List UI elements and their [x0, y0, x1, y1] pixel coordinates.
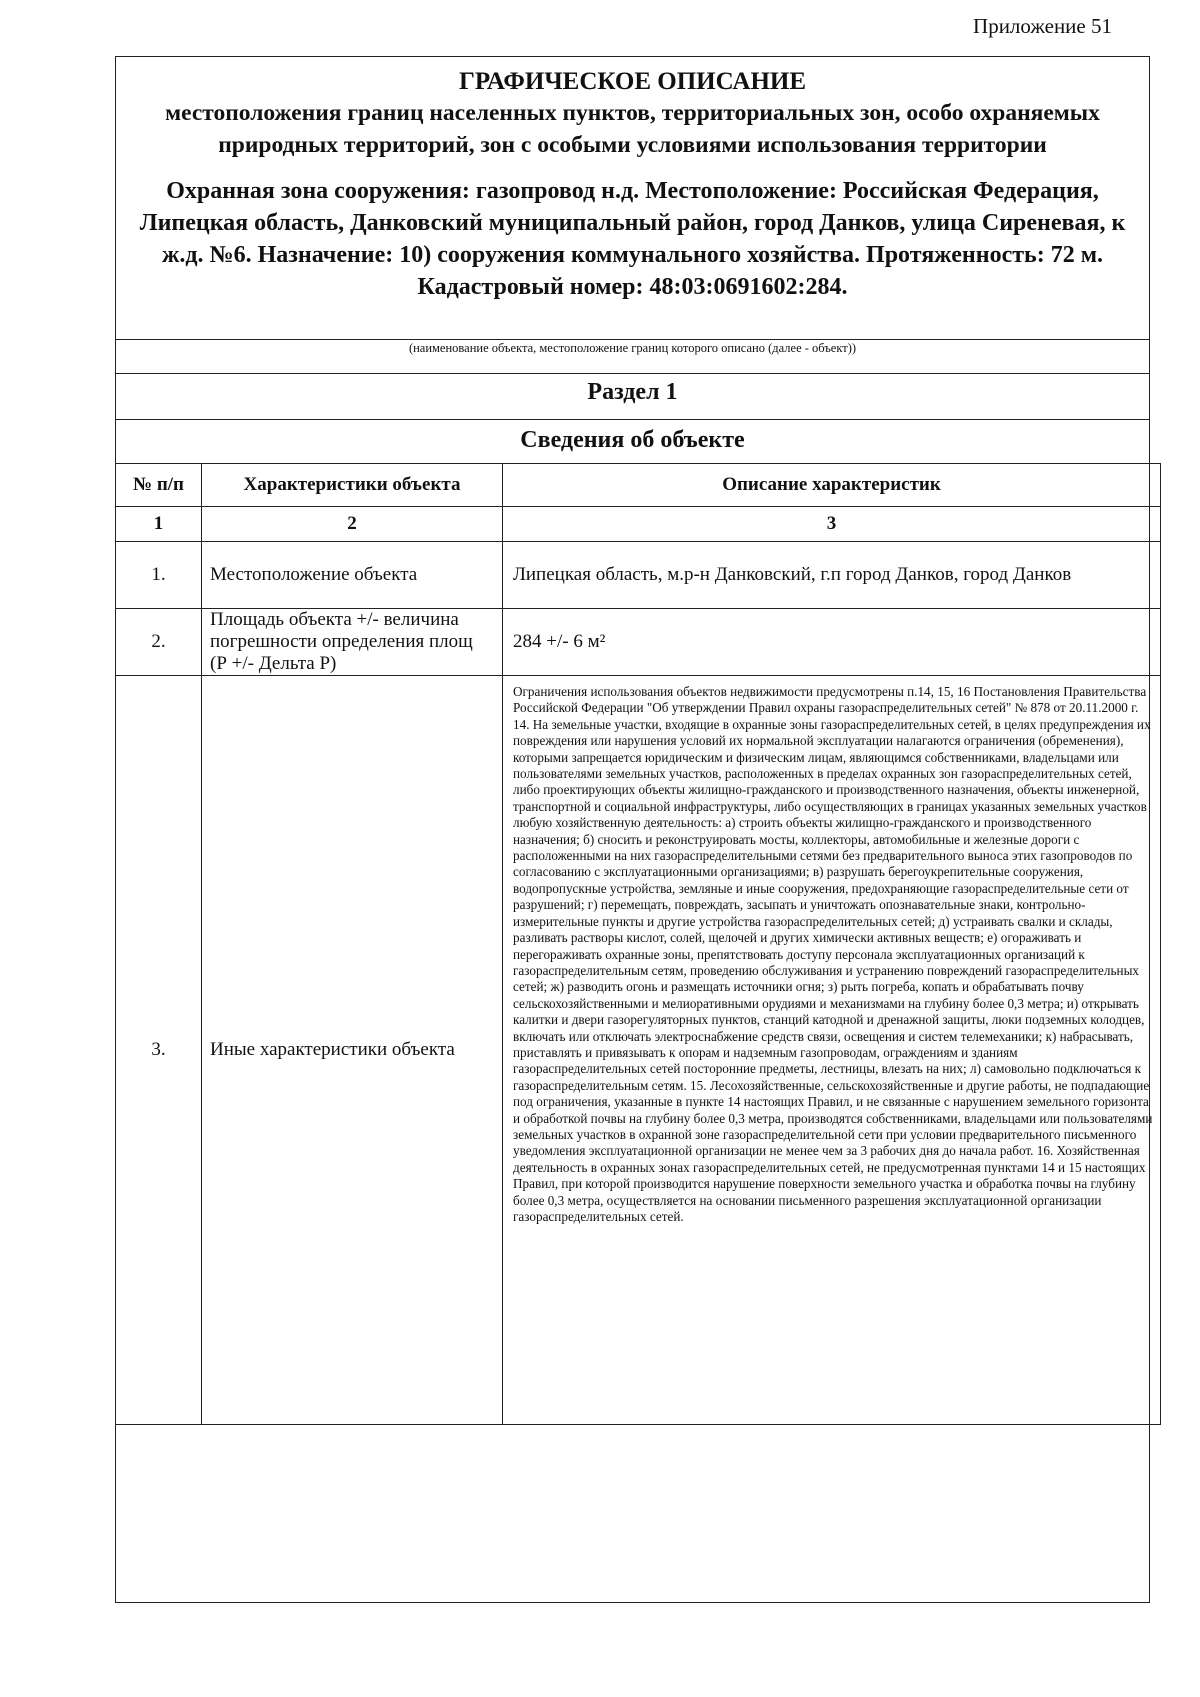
row-description: 284 +/- 6 м² [503, 609, 1161, 676]
column-header: Характеристики объекта [202, 464, 503, 507]
appendix-label: Приложение 51 [973, 14, 1112, 38]
table-header-row [116, 464, 1161, 507]
column-header: № п/п [116, 464, 202, 507]
section-label: Раздел 1 [587, 379, 678, 405]
row-characteristic [202, 609, 503, 676]
row-number: 3. [116, 676, 202, 1425]
row-description: Липецкая область, м.р-н Данковский, г.п город Данков, город Данков [503, 542, 1161, 609]
divider [116, 419, 1149, 420]
table-row [116, 609, 1161, 676]
characteristic-line: (Р +/- Дельта Р) [210, 653, 337, 674]
document-subtitle: местоположения границ населенных пунктов, территориальных зон, особо охраняемых природных территорий, зон с особыми условиями использования территории [165, 100, 1100, 158]
table-row [116, 676, 1161, 1425]
characteristics-table [115, 463, 1161, 1425]
section-heading: Сведения об объекте [520, 427, 745, 453]
object-name: Охранная зона сооружения: газопровод н.д. Местоположение: Российская Федерация, Липецкая область, Данковский муниципальный район, город Данков, улица Сиреневая, к ж.д. №6. Назначение: 10) сооружения коммунального хозяйства. Протяженность: 72 м. Кадастровый номер: 48:03:0691602:284. [139, 178, 1126, 300]
column-number-row [116, 507, 1161, 542]
divider [116, 339, 1149, 340]
row-characteristic: Иные характеристики объекта [202, 676, 503, 1425]
document-frame [115, 56, 1153, 1603]
object-caption: (наименование объекта, местоположение границ которого описано (далее - объект)) [408, 341, 857, 355]
column-header: Описание характеристик [503, 464, 1161, 507]
divider [116, 373, 1149, 374]
document-title: ГРАФИЧЕСКОЕ ОПИСАНИЕ [458, 68, 807, 95]
row-number: 1. [116, 542, 202, 609]
row-number: 2. [116, 609, 202, 676]
column-number: 2 [202, 507, 503, 542]
document-header [116, 57, 1149, 339]
characteristic-line: Площадь объекта +/- величина [210, 609, 459, 630]
column-number: 1 [116, 507, 202, 542]
characteristic-line: погрешности определения площ [210, 631, 473, 652]
row-description: Ограничения использования объектов недвижимости предусмотрены п.14, 15, 16 Постановления Правительства Российской Федерации "Об утверждении Правил охраны газораспределительных сетей" № 878 от 20.11.2000 г. 14. На земельные участки, входящие в охранные зоны газораспределительных сетей, в целях предупреждения их повреждения или нарушения условий их нормальной эксплуатации налагаются ограничения (обременения), которыми запрещается юридическим и физическим лицам, являющимся собственниками, владельцами или пользователями земельных участков, расположенных в пределах охранных зон газораспределительных сетей, либо проектирующих объекты жилищно-гражданского и производственного назначения, объекты инженерной, транспортной и социальной инфраструктуры, либо осуществляющих в границах указанных земельных участков любую хозяйственную деятельность: а) строить объекты жилищно-гражданского и производственного назначения; б) сносить и реконструировать мосты, коллекторы, автомобильные и железные дороги с расположенными на них газораспределительными сетями без предварительного выноса этих газопроводов по согласованию с эксплуатационными организациями; в) разрушать берегоукрепительные сооружения, водопропускные устройства, земляные и иные сооружения, предохраняющие газораспределительные сети от разрушений; г) перемещать, повреждать, засыпать и уничтожать опознавательные знаки, контрольно-измерительные пункты и другие устройства газораспределительных сетей; д) устраивать свалки и склады, разливать растворы кислот, солей, щелочей и других химически активных веществ; е) огораживать и перегораживать охранные зоны, препятствовать доступу персонала эксплуатационных организаций к газораспределительным сетям, проведению обслуживания и устранению повреждений газораспределительных сетей; ж) разводить огонь и размещать источники огня; з) рыть погреба, копать и обрабатывать почву сельскохозяйственными и мелиоративными орудиями и механизмами на глубину более 0,3 метра; и) открывать калитки и двери газорегуляторных пунктов, станций катодной и дренажной защиты, люки подземных колодцев, включать или отключать электроснабжение средств связи, освещения и систем телемеханики; к) набрасывать, приставлять и привязывать к опорам и надземным газопроводам, ограждениям и зданиям газораспределительных сетей посторонние предметы, лестницы, влезать на них; л) самовольно подключаться к газораспределительным сетям. 15. Лесохозяйственные, сельскохозяйственные и другие работы, не подпадающие под ограничения, указанные в пункте 14 настоящих Правил, и не связанные с нарушением земельного горизонта и обработкой почвы на глубину более 0,3 метра, производятся собственниками, владельцами или пользователями земельных участков в охранной зоне газораспределительной сети при условии предварительного письменного уведомления эксплуатационной организации не менее чем за 3 рабочих дня до начала работ. 16. Хозяйственная деятельность в охранных зонах газораспределительных сетей, не предусмотренная пунктами 14 и 15 настоящих Правил, при которой производится нарушение поверхности земельного участка и обработка почвы на глубину более 0,3 метра, осуществляется на основании письменного разрешения эксплуатационной организации газораспределительных сетей. [503, 676, 1161, 1425]
column-number: 3 [503, 507, 1161, 542]
table-row [116, 542, 1161, 609]
row-characteristic: Местоположение объекта [202, 542, 503, 609]
